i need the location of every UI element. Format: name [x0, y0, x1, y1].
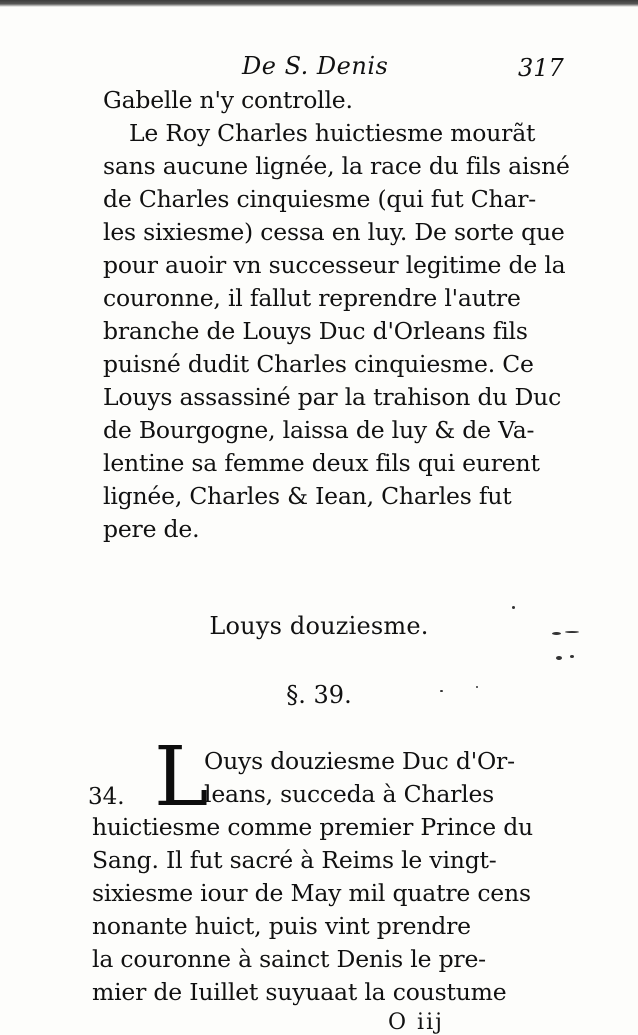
ink-speck — [440, 690, 443, 692]
first-paragraph — [103, 84, 573, 546]
text-line: de Bourgogne, laissa de luy & de Va- — [103, 416, 535, 444]
page-number: 317 — [518, 54, 564, 82]
text-line: lignée, Charles & Iean, Charles fut — [103, 482, 512, 510]
drop-cap: L — [154, 730, 209, 825]
margin-note: 34. — [88, 784, 125, 810]
text-line: lentine sa femme deux fils qui eurent — [103, 449, 540, 477]
text-line: branche de Louys Duc d'Orleans fils — [103, 317, 528, 345]
text-line: sixiesme iour de May mil quatre cens — [92, 879, 531, 907]
text-line: nonante huict, puis vint prendre — [92, 912, 471, 940]
text-line: couronne, il fallut reprendre l'autre — [103, 284, 521, 312]
section-number: §. 39. — [286, 681, 352, 709]
top-border — [0, 0, 638, 7]
ink-speck — [476, 686, 478, 688]
text-line: la couronne à sainct Denis le pre- — [92, 945, 486, 973]
ink-speck — [556, 656, 562, 660]
ink-speck — [552, 632, 561, 635]
ink-speck — [570, 655, 574, 658]
text-line: mier de Iuillet suyuaat la coustume — [92, 978, 507, 1006]
signature-mark: O iij — [388, 1010, 444, 1035]
text-line: Sang. Il fut sacré à Reims le vingt- — [92, 846, 497, 874]
text-line: pour auoir vn successeur legitime de la — [103, 251, 566, 279]
text-line: les sixiesme) cessa en luy. De sorte que — [103, 218, 565, 246]
text-line: Le Roy Charles huictiesme mourãt — [129, 119, 536, 147]
text-line: Louys assassiné par la trahison du Duc — [103, 383, 562, 411]
ink-speck — [512, 606, 515, 609]
text-line: sans aucune lignée, la race du fils aisné — [103, 152, 570, 180]
section-title: Louys douziesme. — [209, 612, 429, 640]
text-line: pere de. — [103, 515, 200, 543]
text-line: leans, succeda à Charles — [204, 780, 495, 808]
ink-speck — [565, 631, 579, 633]
text-line: puisné dudit Charles cinquiesme. Ce — [103, 350, 534, 378]
text-line: huictiesme comme premier Prince du — [92, 813, 533, 841]
text-line: de Charles cinquiesme (qui fut Char- — [103, 185, 537, 213]
running-head: De S. Denis — [242, 52, 389, 80]
text-line: Ouys douziesme Duc d'Or- — [204, 747, 515, 775]
second-paragraph — [92, 745, 572, 1009]
text-line: Gabelle n'y controlle. — [103, 86, 353, 114]
